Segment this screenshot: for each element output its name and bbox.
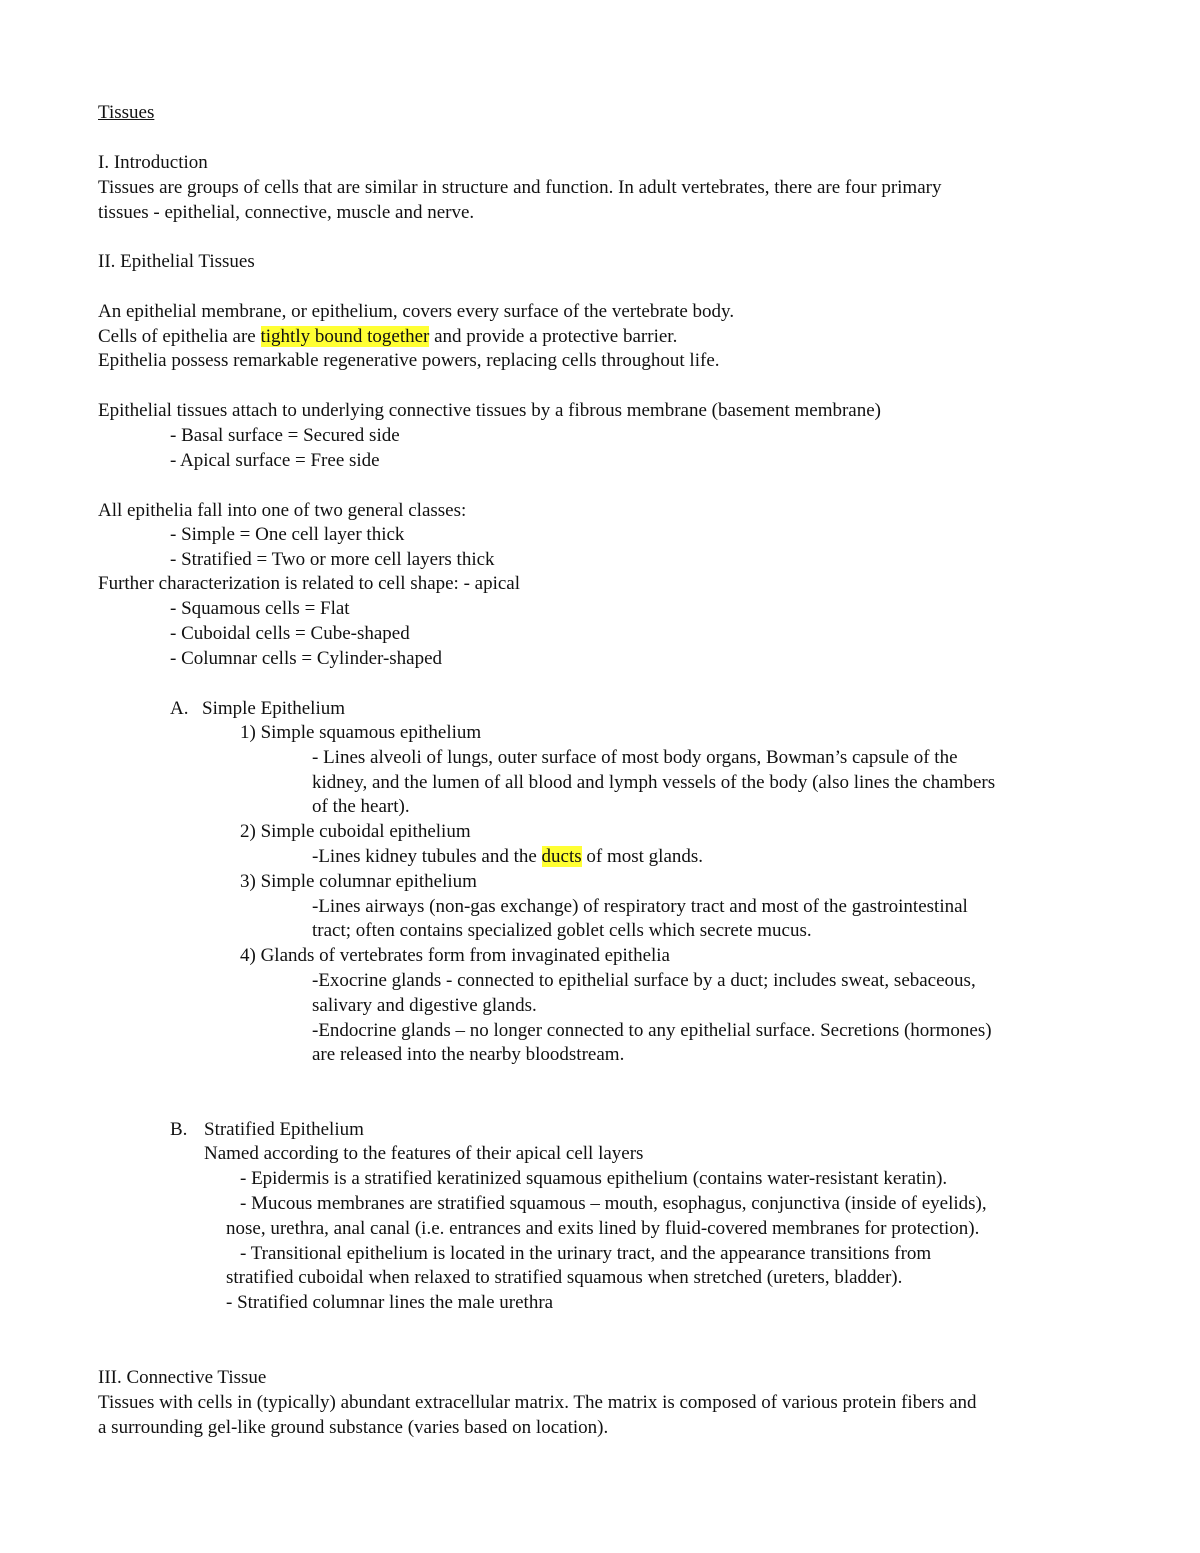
intro-heading: I. Introduction <box>98 152 208 173</box>
subsection-line: salivary and digestive glands. <box>312 995 537 1016</box>
connective-line: a surrounding gel-like ground substance (varies based on location). <box>98 1417 609 1438</box>
highlighted-text: ducts <box>541 846 582 867</box>
connective-line: Tissues with cells in (typically) abundant extracellular matrix. The matrix is composed of various protein fibers and <box>98 1392 977 1413</box>
stratified-line: nose, urethra, anal canal (i.e. entrances and exits lined by fluid-covered membranes for protection). <box>226 1218 980 1239</box>
document-title: Tissues <box>98 102 155 123</box>
subsection-line: of the heart). <box>312 796 410 817</box>
section-label: B. <box>170 1119 188 1140</box>
list-item: - Columnar cells = Cylinder-shaped <box>170 648 443 669</box>
list-item: - Squamous cells = Flat <box>170 598 350 619</box>
subsection-line: -Lines airways (non-gas exchange) of respiratory tract and most of the gastrointestinal <box>312 896 968 917</box>
subsection-line: tract; often contains specialized goblet cells which secrete mucus. <box>312 920 812 941</box>
subsection-heading: 2) Simple cuboidal epithelium <box>240 821 471 842</box>
classes-paragraph: All epithelia fall into one of two general classes: <box>98 500 467 521</box>
subsection-line: - Lines alveoli of lungs, outer surface of most body organs, Bowman’s capsule of the <box>312 747 958 768</box>
intro-line: Tissues are groups of cells that are similar in structure and function. In adult vertebrates, there are four primary <box>98 177 942 198</box>
paragraph-text: of most glands. <box>581 846 704 867</box>
stratified-intro: Named according to the features of their apical cell layers <box>204 1143 644 1164</box>
subsection-heading: 4) Glands of vertebrates form from invaginated epithelia <box>240 945 670 966</box>
list-item: - Apical surface = Free side <box>170 450 380 471</box>
stratified-line: - Epidermis is a stratified keratinized squamous epithelium (contains water-resistant keratin). <box>240 1168 948 1189</box>
stratified-heading: Stratified Epithelium <box>204 1119 364 1140</box>
epithelial-paragraph <box>98 325 677 349</box>
shape-paragraph: Further characterization is related to cell shape: - apical <box>98 573 521 594</box>
stratified-line: - Transitional epithelium is located in the urinary tract, and the appearance transitions from <box>240 1243 932 1264</box>
stratified-line: - Mucous membranes are stratified squamous – mouth, esophagus, conjunctiva (inside of eyelids), <box>240 1193 987 1214</box>
paragraph-text: -Lines kidney tubules and the <box>312 846 542 867</box>
epithelial-heading: II. Epithelial Tissues <box>98 251 255 272</box>
subsection-line: -Exocrine glands - connected to epithelial surface by a duct; includes sweat, sebaceous, <box>312 970 976 991</box>
list-item: - Simple = One cell layer thick <box>170 524 405 545</box>
list-item: - Stratified = Two or more cell layers thick <box>170 549 495 570</box>
paragraph-text: Cells of epithelia are <box>98 326 261 347</box>
simple-heading: Simple Epithelium <box>202 698 346 719</box>
subsection-line: are released into the nearby bloodstream. <box>312 1044 625 1065</box>
subsection-heading: 3) Simple columnar epithelium <box>240 871 477 892</box>
attach-paragraph: Epithelial tissues attach to underlying connective tissues by a fibrous membrane (basement membrane) <box>98 400 881 421</box>
highlighted-text: tightly bound together <box>260 326 430 347</box>
stratified-line: stratified cuboidal when relaxed to stratified squamous when stretched (ureters, bladder). <box>226 1267 903 1288</box>
connective-heading: III. Connective Tissue <box>98 1367 267 1388</box>
subsection-line: -Endocrine glands – no longer connected to any epithelial surface. Secretions (hormones) <box>312 1020 992 1041</box>
section-label: A. <box>170 698 189 719</box>
subsection-heading: 1) Simple squamous epithelium <box>240 722 482 743</box>
epithelial-paragraph: Epithelia possess remarkable regenerative powers, replacing cells throughout life. <box>98 350 720 371</box>
list-item: - Basal surface = Secured side <box>170 425 400 446</box>
subsection-line <box>312 845 703 869</box>
list-item: - Cuboidal cells = Cube-shaped <box>170 623 410 644</box>
subsection-line: kidney, and the lumen of all blood and lymph vessels of the body (also lines the chambers <box>312 772 996 793</box>
intro-line: tissues - epithelial, connective, muscle and nerve. <box>98 202 475 223</box>
epithelial-paragraph: An epithelial membrane, or epithelium, covers every surface of the vertebrate body. <box>98 301 735 322</box>
stratified-line: - Stratified columnar lines the male urethra <box>226 1292 554 1313</box>
paragraph-text: and provide a protective barrier. <box>429 326 678 347</box>
